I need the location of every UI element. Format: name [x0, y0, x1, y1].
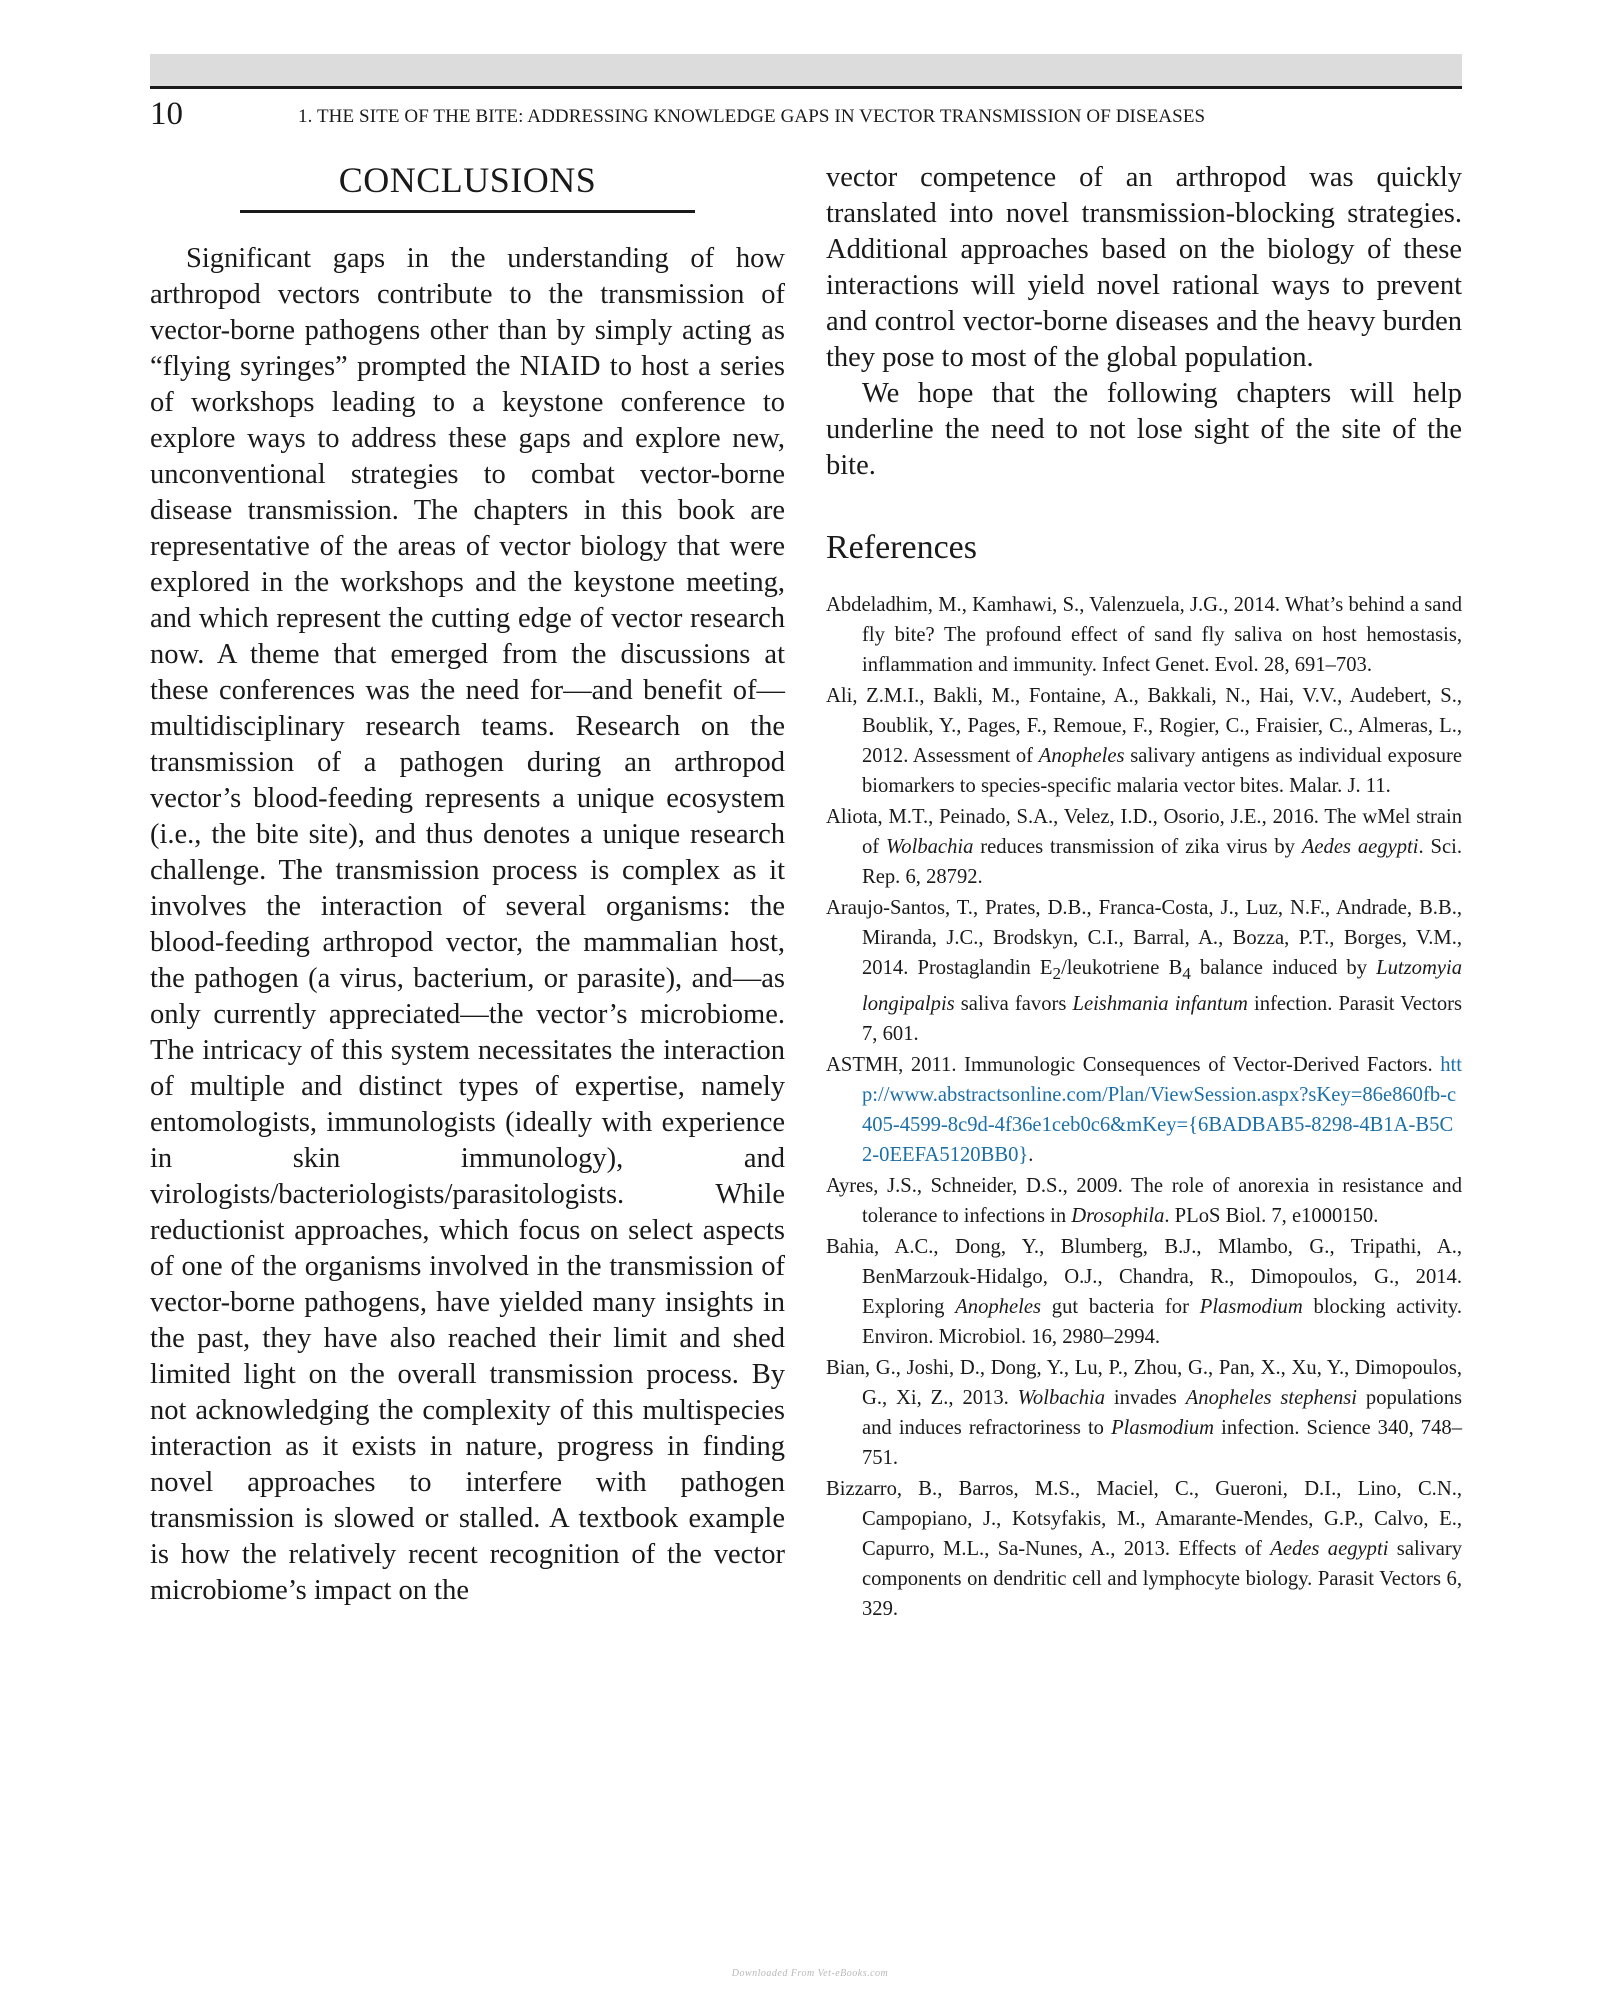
- header-rule: [150, 86, 1462, 89]
- section-title-underline: [240, 210, 695, 213]
- reference-item: Abdeladhim, M., Kamhawi, S., Valenzuela, J.G., 2014. What’s behind a sand fly bite? The profound effect of sand fly saliva on host hemostasis, inflammation and immunity. Infect Genet. Evol. 28, 691–703.: [826, 594, 1462, 676]
- page-number: 10: [150, 96, 183, 132]
- reference-url-link[interactable]: http://www.abstractsonline.com/Plan/ViewSession.aspx?sKey=86e860fb-c405-4599-8c9d-4f36e1ceb0c6&mKey={6BADBAB5-8298-4B1A-B5C2-0EEFA5120BB0}: [862, 1054, 1462, 1167]
- conclusions-paragraph-2: We hope that the following chapters will help underline the need to not lose sight of the site of the bite.: [826, 378, 1462, 481]
- left-column: [150, 158, 785, 1609]
- reference-item: Aliota, M.T., Peinado, S.A., Velez, I.D., Osorio, J.E., 2016. The wMel strain of Wolbachia reduces transmission of zika virus by Aedes aegypti. Sci. Rep. 6, 28792.: [826, 806, 1462, 888]
- conclusions-paragraph-1: Significant gaps in the understanding of how arthropod vectors contribute to the transmission of vector-borne pathogens other than by simply acting as “flying syringes” prompted the NIAID to host a series of workshops leading to a keystone conference to explore ways to address these gaps and explore new, unconventional strategies to combat vector-borne disease transmission. The chapters in this book are representative of the areas of vector biology that were explored in the workshops and the keystone meeting, and which represent the cutting edge of vector research now. A theme that emerged from the discussions at these conferences was the need for—and benefit of—multidisciplinary research teams. Research on the transmission of a pathogen during an arthropod vector’s blood-feeding represents a unique ecosystem (i.e., the bite site), and thus denotes a unique research challenge. The transmission process is complex as it involves the interaction of several organisms: the blood-feeding arthropod vector, the mammalian host, the pathogen (a virus, bacterium, or parasite), and—as only currently appreciated—the vector’s microbiome. The intricacy of this system necessitates the interaction of multiple and distinct types of expertise, namely entomologists, immunologists (ideally with experience in skin immunology), and virologists/bacteriologists/parasitologists. While reductionist approaches, which focus on select aspects of one of the organisms involved in the transmission of vector-borne pathogens, have yielded many insights in the past, they have also reached their limit and shed limited light on the overall transmission process. By not acknowledging the complexity of this multispecies interaction as it exists in nature, progress in finding novel approaches to interfere with pathogen transmission is slowed or stalled. A textbook example is how the relatively recent recognition of the vector microbiome’s impact on the: [150, 243, 785, 1606]
- references-heading: References: [826, 529, 978, 566]
- reference-item: Araujo-Santos, T., Prates, D.B., Franca-Costa, J., Luz, N.F., Andrade, B.B., Miranda, J.C., Brodskyn, C.I., Barral, A., Bozza, P.T., Borges, V.M., 2014. Prostaglandin $E_2$/leukotriene $B_4$ balance induced by Lutzomyia longipalpis saliva favors Leishmania infantum infection. Parasit Vectors 7, 601.: [826, 897, 1462, 1046]
- reference-item: Bian, G., Joshi, D., Dong, Y., Lu, P., Zhou, G., Pan, X., Xu, Y., Dimopoulos, G., Xi, Z., 2013. Wolbachia invades Anopheles stephensi populations and induces refractoriness to Plasmodium infection. Science 340, 748–751.: [826, 1357, 1463, 1470]
- running-head: 1. THE SITE OF THE BITE: ADDRESSING KNOWLEDGE GAPS IN VECTOR TRANSMISSION OF DISEASES: [298, 106, 1206, 127]
- reference-item: Bizzarro, B., Barros, M.S., Maciel, C., Gueroni, D.I., Lino, C.N., Campopiano, J., Kotsyfakis, M., Amarante-Mendes, G.P., Calvo, E., Capurro, M.L., Sa-Nunes, A., 2013. Effects of Aedes aegypti salivary components on dendritic cell and lymphocyte biology. Parasit Vectors 6, 329.: [826, 1478, 1463, 1621]
- reference-item: Ayres, J.S., Schneider, D.S., 2009. The role of anorexia in resistance and tolerance to infections in Drosophila. PLoS Biol. 7, e1000150.: [826, 1175, 1462, 1228]
- reference-item: Bahia, A.C., Dong, Y., Blumberg, B.J., Mlambo, G., Tripathi, A., BenMarzouk-Hidalgo, O.J., Chandra, R., Dimopoulos, G., 2014. Exploring Anopheles gut bacteria for Plasmodium blocking activity. Environ. Microbiol. 16, 2980–2994.: [826, 1236, 1462, 1349]
- download-watermark: Downloaded From Vet-eBooks.com: [731, 1968, 889, 1979]
- section-title-conclusions: CONCLUSIONS: [338, 160, 597, 200]
- references-list: [826, 590, 1462, 1624]
- reference-item: Ali, Z.M.I., Bakli, M., Fontaine, A., Bakkali, N., Hai, V.V., Audebert, S., Boublik, Y., Pages, F., Remoue, F., Rogier, C., Fraisier, C., Almeras, L., 2012. Assessment of Anopheles salivary antigens as individual exposure biomarkers to species-specific malaria vector bites. Malar. J. 11.: [826, 685, 1462, 797]
- header-band: [150, 54, 1462, 87]
- reference-item: ASTMH, 2011. Immunologic Consequences of Vector-Derived Factors. http://www.abstractsonline.com/Plan/ViewSession.aspx?sKey=86e860fb-c405-4599-8c9d-4f36e1ceb0c6&mKey={6BADBAB5-8298-4B1A-B5C2-0EEFA5120BB0}.: [826, 1054, 1462, 1167]
- conclusions-paragraph-1-continued: vector competence of an arthropod was quickly translated into novel transmission-blocking strategies. Additional approaches based on the biology of these interactions will yield novel rational ways to prevent and control vector-borne diseases and the heavy burden they pose to most of the global population.: [826, 162, 1462, 373]
- right-column: [826, 160, 1462, 1625]
